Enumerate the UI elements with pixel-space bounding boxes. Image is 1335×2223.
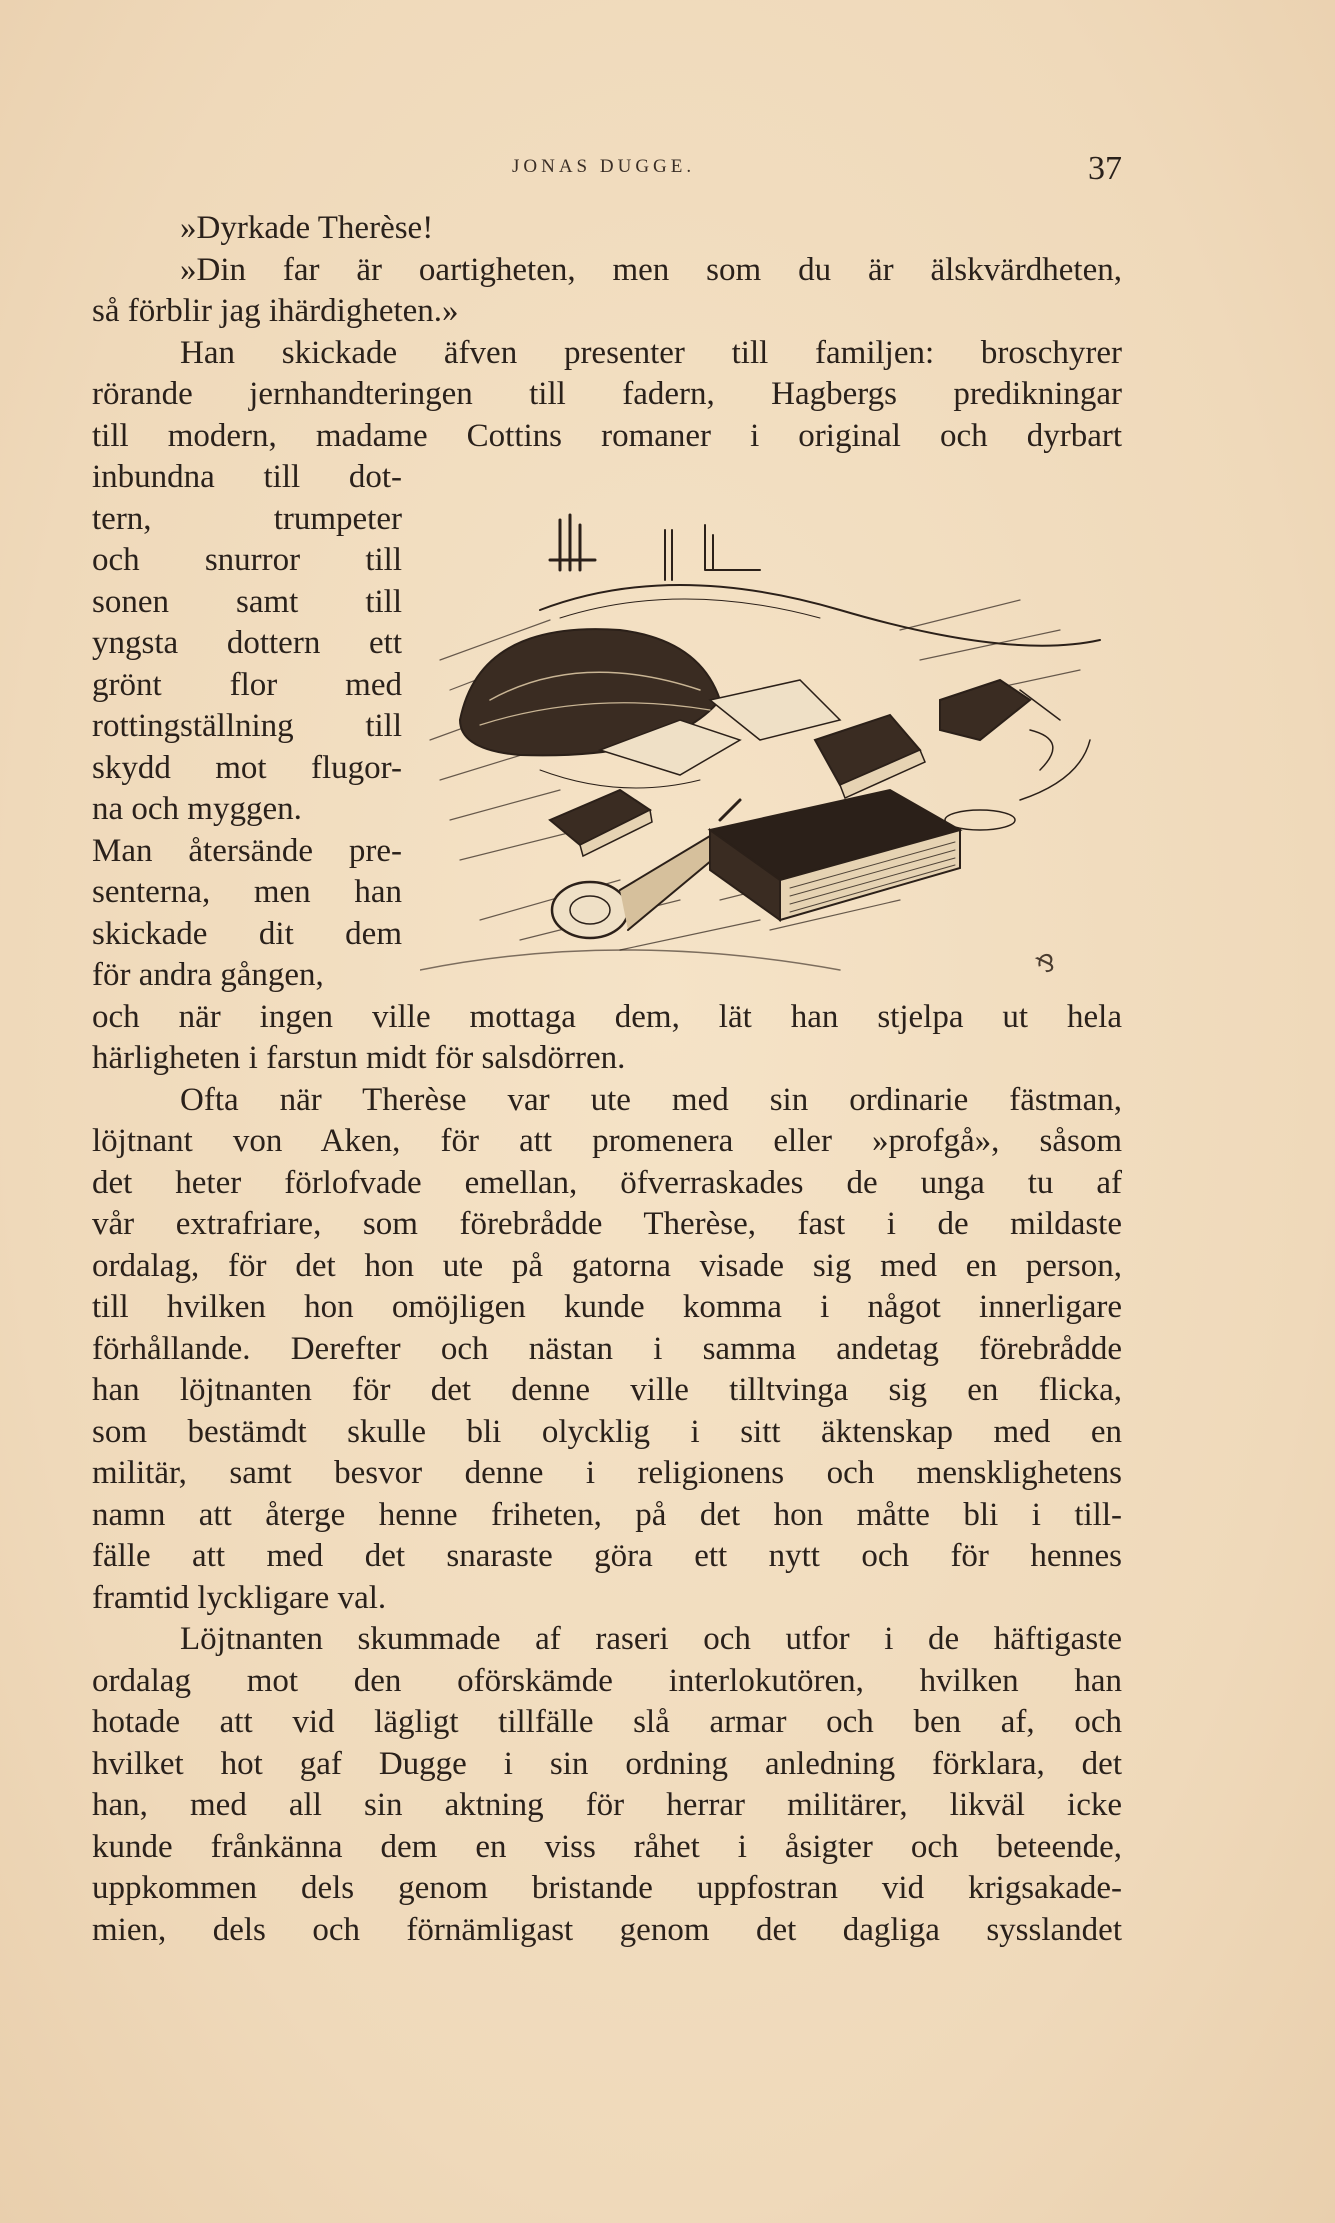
text-line: sonen samt till bbox=[92, 583, 402, 620]
text-line: kunde frånkänna dem en viss råhet i åsigter och beteende, bbox=[92, 1828, 1122, 1865]
still-life-illustration-icon bbox=[420, 500, 1120, 1000]
text-line: Ofta när Therèse var ute med sin ordinarie fästman, bbox=[180, 1081, 1122, 1118]
running-head: JONAS DUGGE. bbox=[512, 156, 696, 177]
text-line: förhållande. Derefter och nästan i samma andetag förebrådde bbox=[92, 1330, 1122, 1367]
text-line: uppkommen dels genom bristande uppfostran vid krigsakade- bbox=[92, 1870, 1122, 1906]
text-line: för andra gången, bbox=[92, 957, 324, 993]
text-line: till modern, madame Cottins romaner i original och dyrbart bbox=[92, 417, 1122, 454]
text-line: som bestämdt skulle bli olycklig i sitt äktenskap med en bbox=[92, 1413, 1122, 1450]
illustrator-signature: ⅋ bbox=[1033, 949, 1060, 981]
text-line: vår extrafriare, som förebrådde Therèse, fast i de mildaste bbox=[92, 1206, 1122, 1242]
text-line: mien, dels och förnämligast genom det dagliga sysslandet bbox=[92, 1911, 1122, 1948]
text-line: skydd mot flugor- bbox=[92, 749, 402, 786]
text-line: senterna, men han bbox=[92, 874, 402, 910]
text-line: och snurror till bbox=[92, 542, 402, 578]
text-line: till hvilken hon omöjligen kunde komma i något innerligare bbox=[92, 1289, 1122, 1325]
text-line: Löjtnanten skummade af raseri och utfor i de häftigaste bbox=[180, 1621, 1122, 1657]
text-line: grönt flor med bbox=[92, 666, 402, 703]
text-line: skickade dit dem bbox=[92, 915, 402, 952]
text-line: militär, samt besvor denne i religionens och mensklighetens bbox=[92, 1455, 1122, 1491]
text-line: hvilket hot gaf Dugge i sin ordning anledning förklara, det bbox=[92, 1745, 1122, 1782]
text-line: han löjtnanten för det denne ville tilltvinga sig en flicka, bbox=[92, 1372, 1122, 1408]
text-line: det heter förlofvade emellan, öfverraskades de unga tu af bbox=[92, 1164, 1122, 1201]
text-line: rottingställning till bbox=[92, 708, 402, 744]
text-line: så förblir jag ihärdigheten.» bbox=[92, 293, 459, 329]
text-line: härligheten i farstun midt för salsdörren. bbox=[92, 1040, 626, 1076]
text-line: framtid lyckligare val. bbox=[92, 1579, 387, 1616]
text-line: han, med all sin aktning för herrar militärer, likväl icke bbox=[92, 1787, 1122, 1823]
text-line: »Dyrkade Therèse! bbox=[180, 210, 434, 246]
text-line: fälle att med det snaraste göra ett nytt och för hennes bbox=[92, 1538, 1122, 1574]
text-line: Han skickade äfven presenter till familjen: broschyrer bbox=[180, 334, 1122, 371]
text-line: namn att återge henne friheten, på det hon måtte bli i till- bbox=[92, 1496, 1122, 1533]
text-line: na och myggen. bbox=[92, 791, 302, 827]
page-number: 37 bbox=[1088, 150, 1122, 187]
text-line: löjtnant von Aken, för att promenera eller »profgå», såsom bbox=[92, 1123, 1122, 1159]
text-line: Man återsände pre- bbox=[92, 832, 402, 869]
text-line: och när ingen ville mottaga dem, lät han stjelpa ut hela bbox=[92, 998, 1122, 1035]
text-line: rörande jernhandteringen till fadern, Hagbergs predikningar bbox=[92, 376, 1122, 412]
text-line: hotade att vid lägligt tillfälle slå armar och ben af, och bbox=[92, 1704, 1122, 1740]
text-line: inbundna till dot- bbox=[92, 459, 402, 495]
text-line: »Din far är oartigheten, men som du är älskvärdheten, bbox=[180, 251, 1122, 288]
page-header bbox=[92, 150, 1122, 200]
text-line: tern, trumpeter bbox=[92, 500, 402, 537]
body-text bbox=[92, 208, 1122, 1951]
text-line: yngsta dottern ett bbox=[92, 625, 402, 661]
text-line: ordalag, för det hon ute på gatorna visade sig med en person, bbox=[92, 1247, 1122, 1284]
text-line: ordalag mot den oförskämde interlokutören, hvilken han bbox=[92, 1662, 1122, 1699]
